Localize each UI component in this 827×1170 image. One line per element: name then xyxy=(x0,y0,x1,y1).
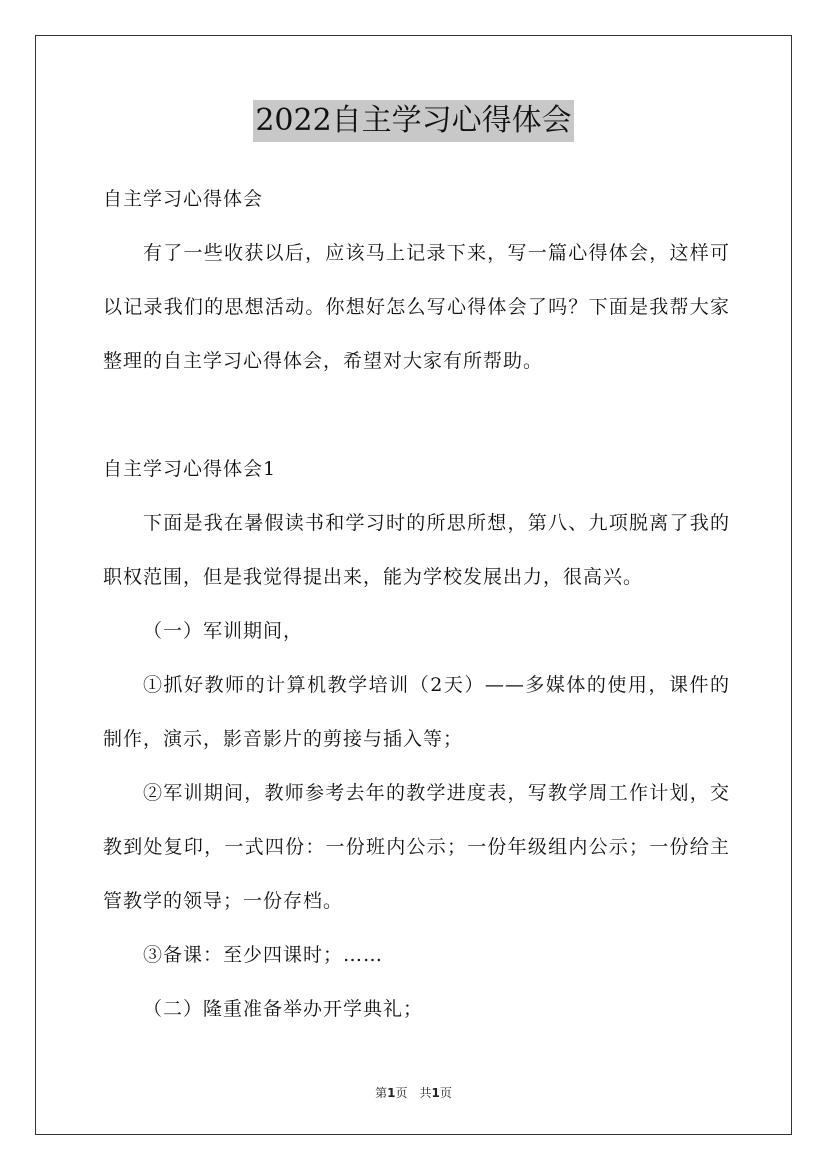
footer-total-pages: 1 xyxy=(431,1086,440,1100)
document-title: 2022自主学习心得体会 xyxy=(253,100,573,142)
subtitle: 自主学习心得体会 xyxy=(103,188,264,210)
page-footer xyxy=(0,1084,827,1101)
footer-suffix: 页 xyxy=(439,1086,452,1100)
spacer xyxy=(103,388,730,442)
paragraph-5: ③备课：至少四课时；…… xyxy=(143,944,384,966)
document-body xyxy=(103,172,730,1036)
paragraph-2: （一）军训期间， xyxy=(143,620,304,642)
title-wrap xyxy=(0,100,827,142)
footer-prefix: 第 xyxy=(375,1086,388,1100)
footer-mid: 页 共 xyxy=(395,1086,432,1100)
intro-paragraph: 有了一些收获以后，应该马上记录下来，写一篇心得体会，这样可以记录我们的思想活动。你想好怎么写心得体会了吗？下面是我帮大家整理的自主学习心得体会，希望对大家有所帮助。 xyxy=(103,242,730,372)
paragraph-1: 下面是我在暑假读书和学习时的所思所想，第八、九项脱离了我的职权范围，但是我觉得提出来，能为学校发展出力，很高兴。 xyxy=(103,512,730,588)
paragraph-3: ①抓好教师的计算机教学培训（2天）——多媒体的使用，课件的制作，演示，影音影片的剪接与插入等； xyxy=(103,674,730,750)
paragraph-4: ②军训期间，教师参考去年的教学进度表，写教学周工作计划，交教到处复印，一式四份：一份班内公示；一份年级组内公示；一份给主管教学的领导；一份存档。 xyxy=(103,782,730,912)
paragraph-6: （二）隆重准备举办开学典礼； xyxy=(143,998,424,1020)
section-heading: 自主学习心得体会1 xyxy=(103,458,277,480)
footer-current-page: 1 xyxy=(387,1086,396,1100)
